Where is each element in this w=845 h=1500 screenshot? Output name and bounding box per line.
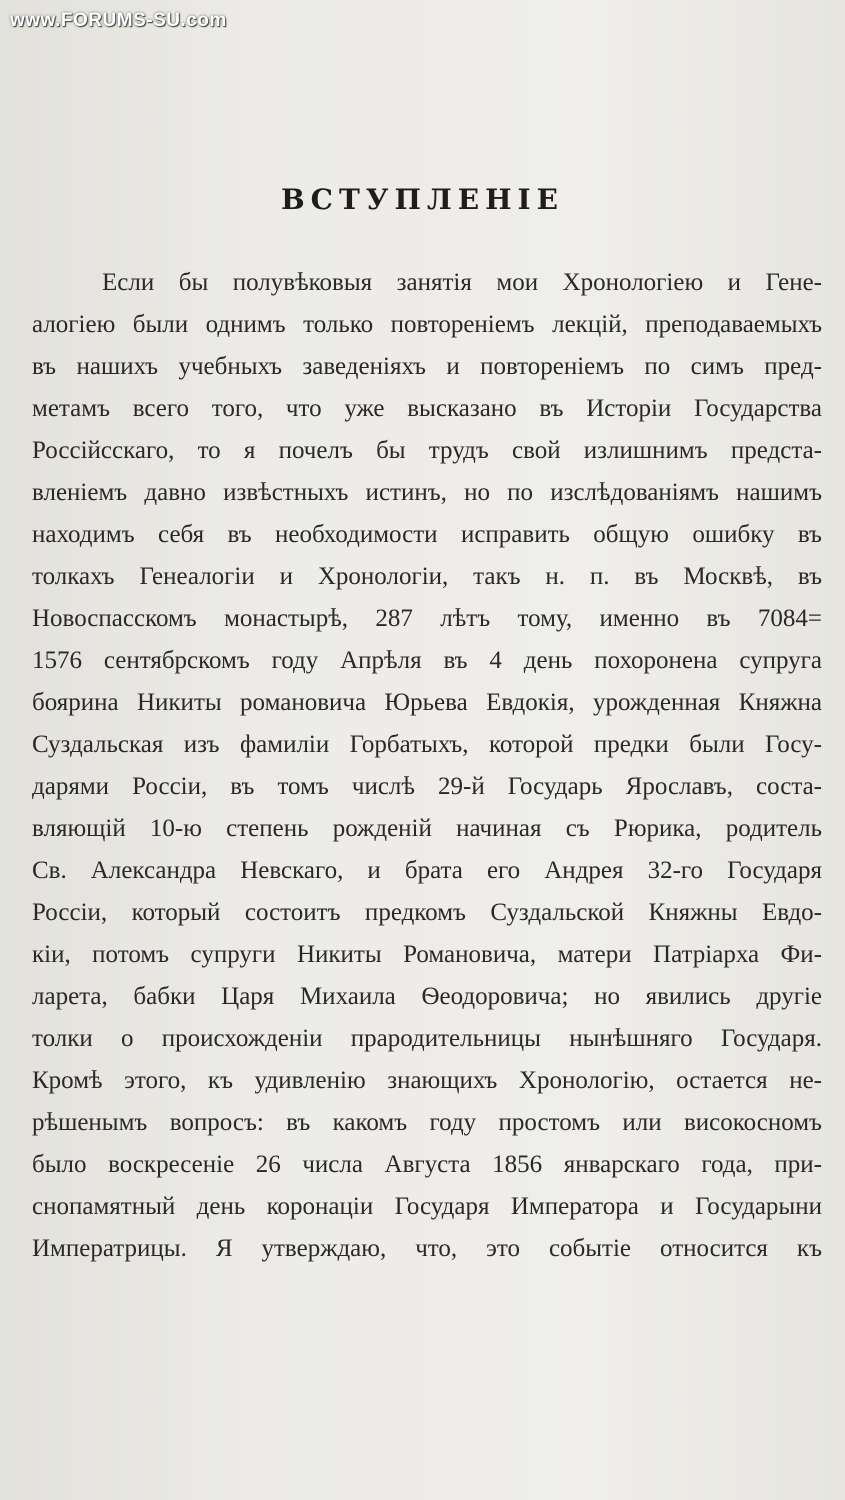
text-line: было воскресеніе 26 числа Августа 1856 январскаго года, при- [32, 1151, 822, 1178]
text-line: Новоспасскомъ монастырѣ, 287 лѣтъ тому, именно въ 7084= [32, 605, 822, 632]
text-line: ларета, бабки Царя Михаила Ѳеодоровича; но явились другіе [32, 983, 822, 1010]
site-watermark: www.FORUMS-SU.com [10, 10, 227, 31]
text-line: 1576 сентябрскомъ году Апрѣля въ 4 день похоронена супруга [32, 647, 822, 674]
text-line: метамъ всего того, что уже высказано въ Исторіи Государства [32, 395, 822, 422]
text-line: Россіи, который состоитъ предкомъ Суздальской Княжны Евдо- [32, 899, 822, 926]
text-line: вленіемъ давно извѣстныхъ истинъ, но по изслѣдованіямъ нашимъ [32, 479, 822, 506]
text-line: Если бы полувѣковыя занятія мои Хронологіею и Гене- [102, 269, 822, 296]
page-heading: ВСТУПЛЕНІЕ [281, 183, 564, 216]
text-line: толкахъ Генеалогіи и Хронологіи, такъ н. п. въ Москвѣ, въ [32, 563, 822, 590]
text-line: Кромѣ этого, къ удивленію знающихъ Хронологію, остается не- [32, 1067, 822, 1094]
text-line: Св. Александра Невскаго, и брата его Андрея 32-го Государя [32, 857, 822, 884]
body-text [32, 262, 822, 1270]
text-line: рѣшенымъ вопросъ: въ какомъ году простомъ или високосномъ [32, 1109, 822, 1136]
text-line: въ нашихъ учебныхъ заведеніяхъ и повтореніемъ по симъ пред- [32, 353, 822, 380]
text-line: Россійсскаго, то я почелъ бы трудъ свой излишнимъ предста- [32, 437, 822, 464]
text-line: Суздальская изъ фамиліи Горбатыхъ, которой предки были Госу- [32, 731, 822, 758]
text-line: толки о происхожденіи прародительницы нынѣшняго Государя. [32, 1025, 822, 1052]
text-line: дарями Россіи, въ томъ числѣ 29-й Государь Ярославъ, соста- [32, 773, 822, 800]
text-line: кіи, потомъ супруги Никиты Романовича, матери Патріарха Фи- [32, 941, 822, 968]
text-line: Императрицы. Я утверждаю, что, это событіе относится къ [32, 1235, 822, 1262]
text-line: боярина Никиты романовича Юрьева Евдокія, урожденная Княжна [32, 689, 822, 716]
text-line: снопамятный день коронаціи Государя Императора и Государыни [32, 1193, 822, 1220]
text-line: вляющій 10-ю степень рожденій начиная съ Рюрика, родитель [32, 815, 822, 842]
text-line: находимъ себя въ необходимости исправить общую ошибку въ [32, 521, 822, 548]
text-line: алогіею были однимъ только повтореніемъ лекцій, преподаваемыхъ [32, 311, 822, 338]
